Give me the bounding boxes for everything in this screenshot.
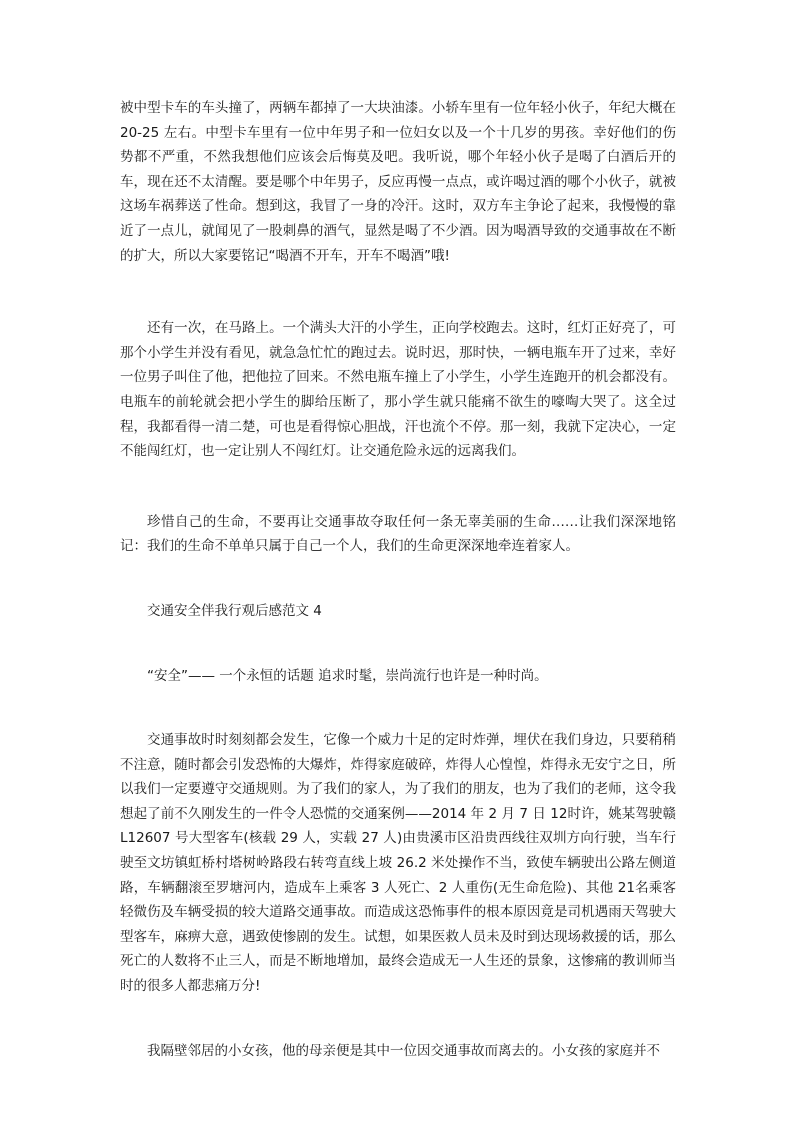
paragraph-drunk-driving: 被中型卡车的车头撞了，两辆车都掉了一大块油漆。小轿车里有一位年轻小伙子，年纪大概在 20-25 左右。中型卡车里有一位中年男子和一位妇女以及一个十几岁的男孩。幸好他们的伤势都不严重，不然我想他们应该会后悔莫及吧。我听说，哪个年轻小伙子是喝了白酒后开的车，现在还不太清醒。要是哪个中年男子，反应再慢一点点，或许喝过酒的哪个小伙子，就被这场车祸葬送了性命。想到这，我冒了一身的冷汗。这时，双方车主争论了起来，我慢慢的靠近了一点儿，就闻见了一股刺鼻的酒气，显然是喝了不少酒。因为喝酒导致的交通事故在不断的扩大，所以大家要铭记“喝酒不开车，开车不喝酒”哦! bbox=[120, 100, 676, 264]
paragraph-accident-case: 交通事故时时刻刻都会发生，它像一个威力十足的定时炸弹，埋伏在我们身边，只要稍稍不注意，随时都会引发恐怖的大爆炸，炸得家庭破碎，炸得人心惶惶，炸得永无安宁之日，所以我们一定要遵守交通规则。为了我们的家人，为了我们的朋友，也为了我们的老师，这令我想起了前不久刚发生的一件令人恐慌的交通案例——2014 年 2 月 7 日 12时许，姚某驾驶赣 L12607 号大型客车(核载 29 人，实载 27 人)由贵溪市区沿贵西线往双圳方向行驶，当车行驶至文坊镇虹桥村塔树岭路段右转弯直线上坡 26.2 米处操作不当，致使车辆驶出公路左侧道路，车辆翻滚至罗塘河内，造成车上乘客 3 人死亡、2 人重伤(无生命危险)、其他 21名乘客轻微伤及车辆受损的较大道路交通事故。而造成这恐怖事件的根本原因竟是司机遇雨天驾驶大型客车，麻痹大意，遇致使惨剧的发生。试想，如果医救人员未及时到达现场救援的话，那么死亡的人数将不止三人，而是不断地增加，最终会造成无一人生还的景象，这惨痛的教训师当时的很多人都悲痛万分! bbox=[120, 732, 676, 995]
paragraph-cherish-life: 珍惜自己的生命，不要再让交通事故夺取任何一条无辜美丽的生命……让我们深深地铭记：我们的生命不单单只属于自己一个人，我们的生命更深深地牵连着家人。 bbox=[120, 513, 676, 555]
paragraph-safety-topic: “安全”—— 一个永恒的话题 追求时髦，崇尚流行也许是一种时尚。 bbox=[147, 667, 548, 684]
document-page bbox=[120, 96, 676, 1063]
section-heading: 交通安全伴我行观后感范文 4 bbox=[147, 602, 322, 619]
paragraph-neighbor-girl: 我隔壁邻居的小女孩，他的母亲便是其中一位因交通事故而离去的。小女孩的家庭并不 bbox=[147, 1042, 660, 1059]
paragraph-red-light: 还有一次，在马路上。一个满头大汗的小学生，正向学校跑去。这时，红灯正好亮了，可那个小学生并没有看见，就急急忙忙的跑过去。说时迟，那时快，一辆电瓶车开了过来，幸好一位男子叫住了他，把他拉了回来。不然电瓶车撞上了小学生，小学生连跑开的机会都没有。电瓶车的前轮就会把小学生的脚给压断了，那小学生就只能痛不欲生的嚎啕大哭了。这全过程，我都看得一清二楚，可也是看得惊心胆战，汗也流个不停。那一刻，我就下定决心，一定不能闯红灯，也一定让别人不闯红灯。让交通危险永远的远离我们。 bbox=[120, 320, 676, 460]
